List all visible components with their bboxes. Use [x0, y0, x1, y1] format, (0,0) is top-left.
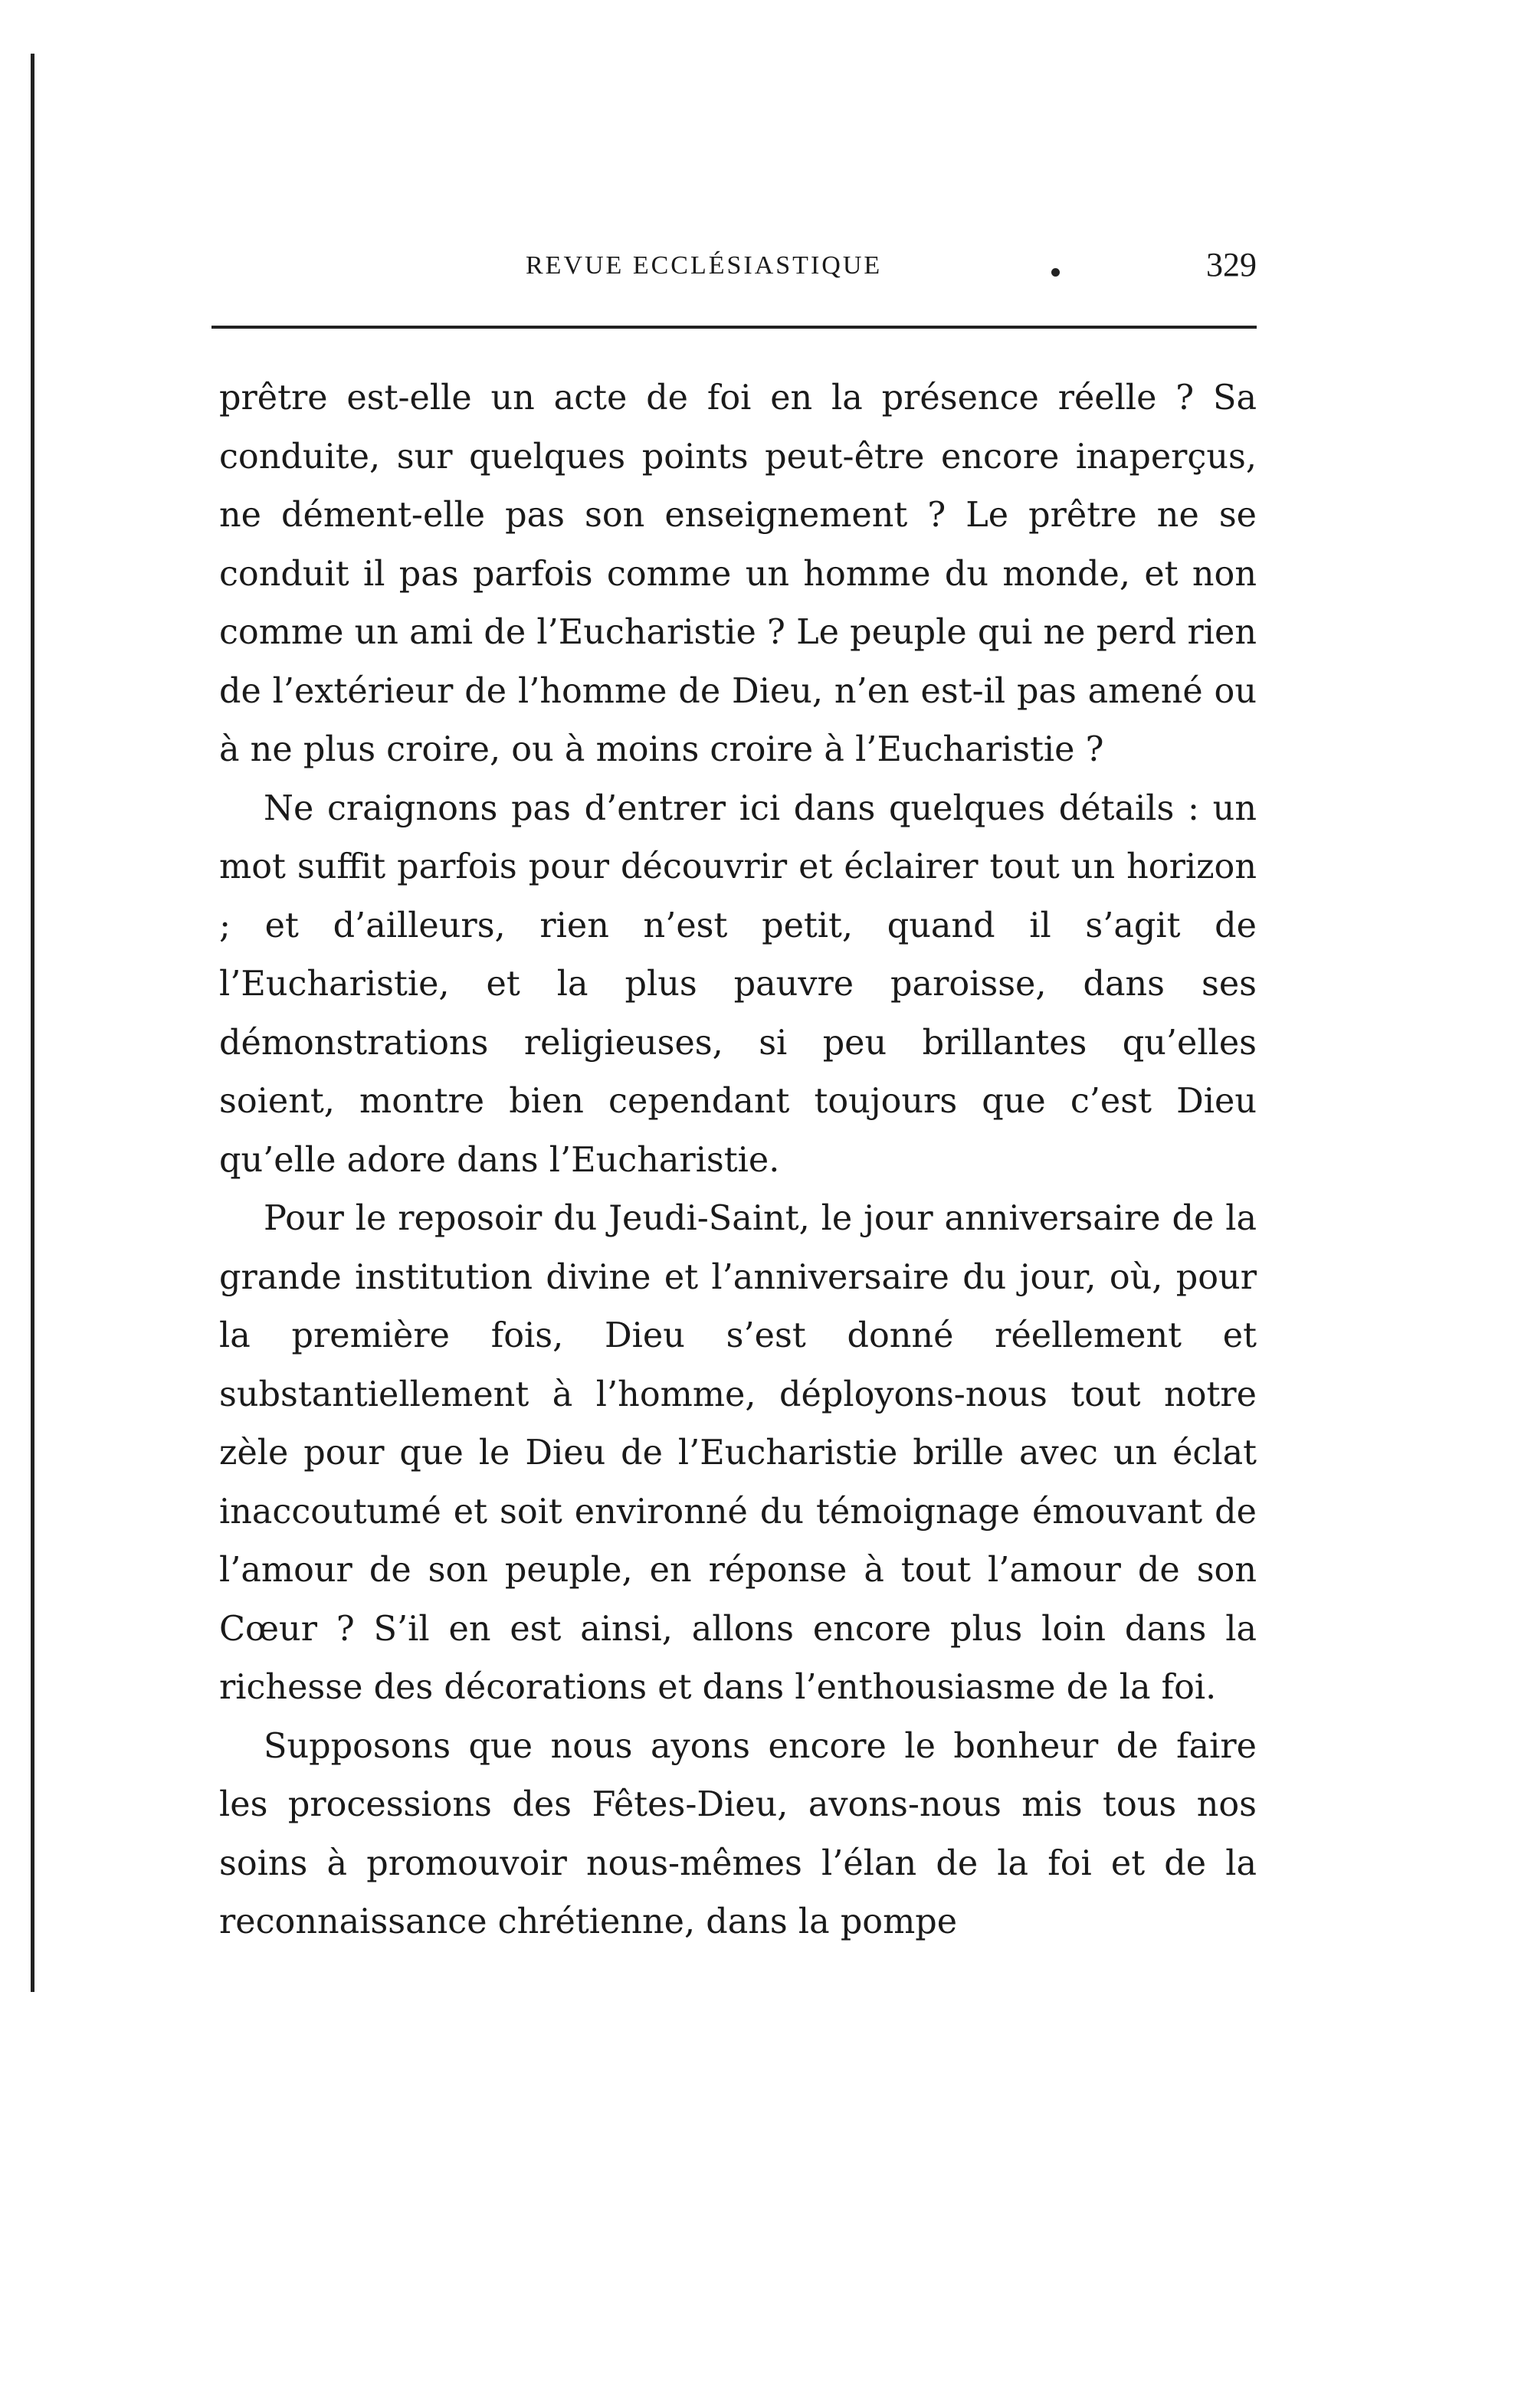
page-header: [211, 245, 1257, 291]
paragraph-2: Ne craignons pas d’entrer ici dans quelques détails : un mot suffit parfois pour découvrir et éclairer tout un horizon ; et d’ailleurs, rien n’est petit, quand il s’agit de l’Eucharistie, et la plus pauvre paroisse, dans ses démonstrations religieuses, si peu brillantes qu’elles soient, montre bien cependant toujours que c’est Dieu qu’elle adore dans l’Eucharistie.: [219, 788, 1257, 1180]
paragraph-3: Pour le reposoir du Jeudi-Saint, le jour anniversaire de la grande institution divine et l’anniversaire du jour, où, pour la première fois, Dieu s’est donné réellement et substantiellement à l’homme, déployons-nous tout notre zèle pour que le Dieu de l’Eucharistie brille avec un éclat inaccoutumé et soit environné du témoignage émouvant de l’amour de son peuple, en réponse à tout l’amour de son Cœur ? S’il en est ainsi, allons encore plus loin dans la richesse des décorations et dans l’enthousiasme de la foi.: [219, 1199, 1257, 1707]
paragraph-1: prêtre est-elle un acte de foi en la présence réelle ? Sa conduite, sur quelques points peut-être encore inaperçus, ne dément-elle pas son enseignement ? Le prêtre ne se conduit il pas parfois comme un homme du monde, et non comme un ami de l’Eucharistie ? Le peuple qui ne perd rien de l’extérieur de l’homme de Dieu, n’en est-il pas amené ou à ne plus croire, ou à moins croire à l’Eucharistie ?: [219, 378, 1257, 769]
ink-dot: [1051, 268, 1060, 277]
page-number: 329: [1206, 246, 1257, 283]
body-text: [219, 369, 1257, 1952]
header-rule: [211, 326, 1257, 329]
paragraph-4: Supposons que nous ayons encore le bonheur de faire les processions des Fêtes-Dieu, avons-nous mis tous nos soins à promouvoir nous-mêmes l’élan de la foi et de la reconnaissance chrétienne, dans la pompe: [219, 1726, 1257, 1941]
running-head: REVUE ECCLÉSIASTIQUE: [526, 251, 883, 280]
binding-edge-line: [31, 54, 34, 1992]
